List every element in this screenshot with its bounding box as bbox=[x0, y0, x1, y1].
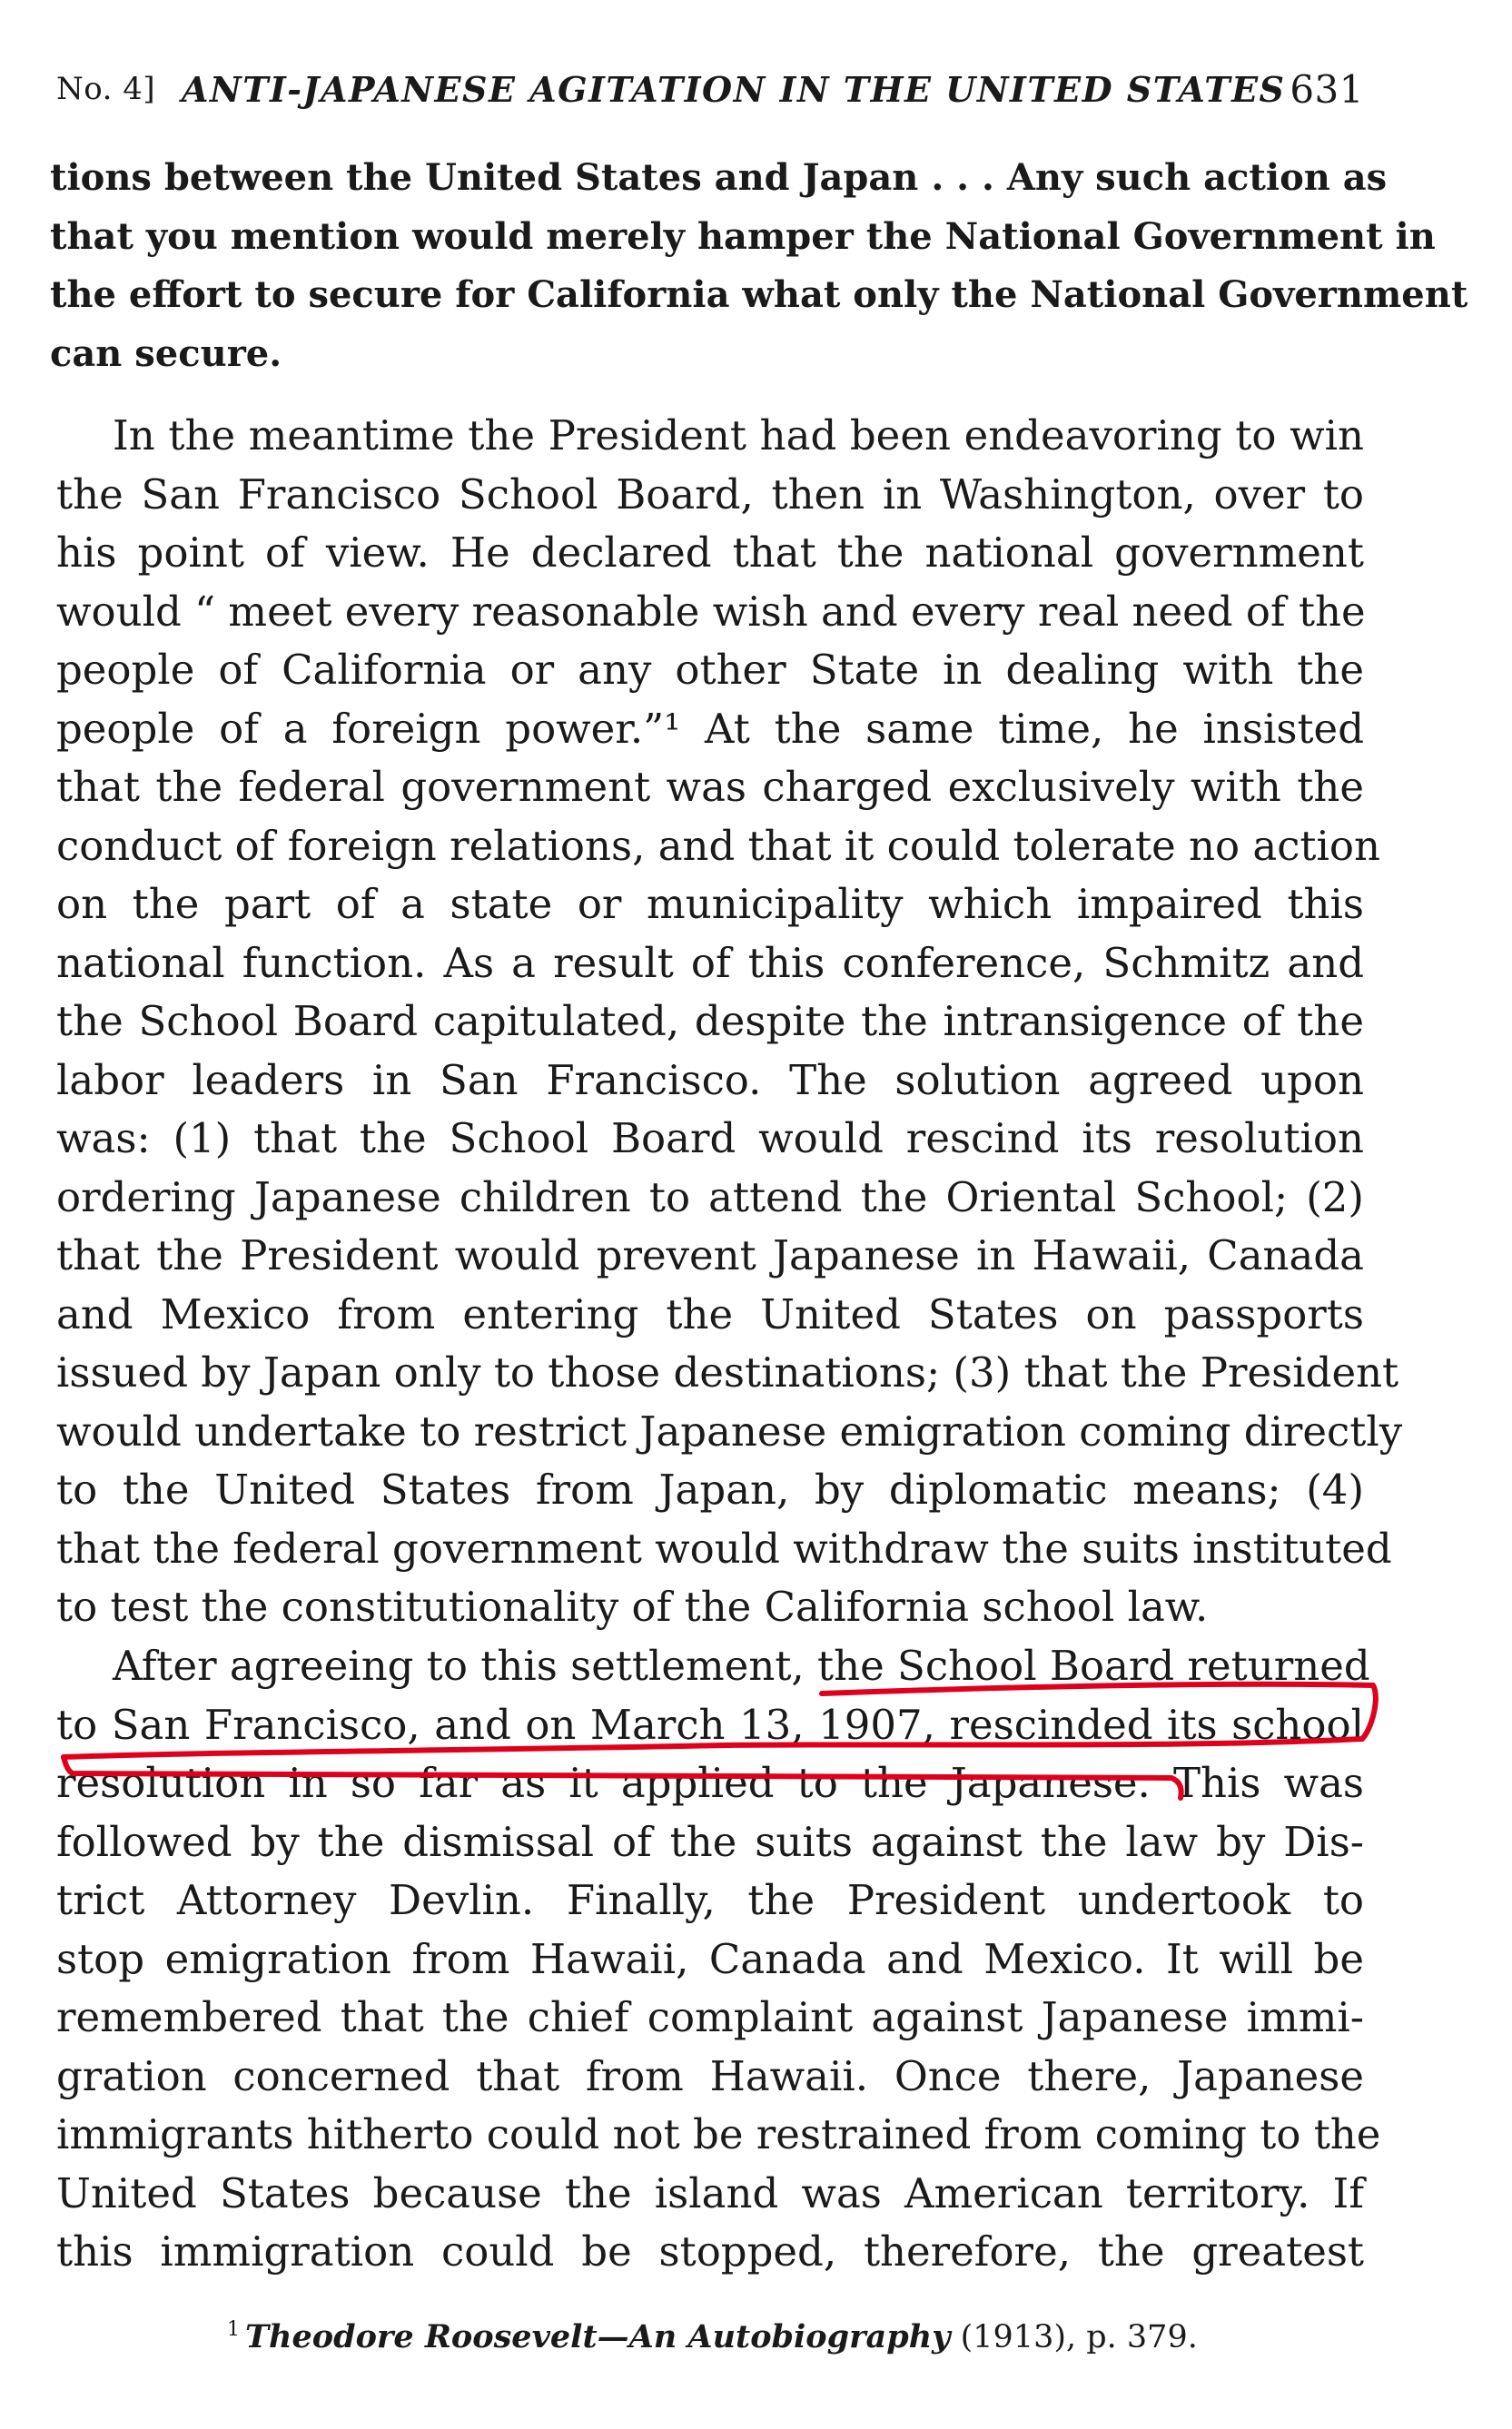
paragraph-2 bbox=[56, 1637, 1381, 2282]
text-line: In the meantime the President had been endeavoring to win bbox=[113, 411, 1364, 459]
text-line: would “ meet every reasonable wish and every real need of the bbox=[56, 587, 1366, 636]
text-line: the San Francisco School Board, then in Washington, over to bbox=[56, 469, 1364, 518]
text-line: to San Francisco, and on March 13, 1907, rescinded its school bbox=[56, 1700, 1364, 1749]
text-line: remembered that the chief complaint against Japanese immi- bbox=[56, 1993, 1364, 2041]
quote-line: the effort to secure for California what only the National Government bbox=[50, 273, 1468, 316]
text-line: resolution in so far as it applied to the Japanese. This was bbox=[56, 1759, 1364, 1807]
text-line: followed by the dismissal of the suits against the law by Dis- bbox=[56, 1817, 1364, 1866]
text-line: conduct of foreign relations, and that it could tolerate no action bbox=[56, 821, 1380, 870]
text-line: to test the constitutionality of the California school law. bbox=[56, 1583, 1209, 1631]
text-line: and Mexico from entering the United States on passports bbox=[56, 1289, 1364, 1338]
text-line: his point of view. He declared that the national government bbox=[56, 528, 1364, 577]
text-line: the School Board capitulated, despite the intransigence of the bbox=[56, 997, 1364, 1045]
issue-number: No. 4] bbox=[56, 71, 156, 107]
text-line: national function. As a result of this conference, Schmitz and bbox=[56, 938, 1364, 987]
text-line: issued by Japan only to those destinations; (3) that the President bbox=[56, 1348, 1399, 1397]
text-line: After agreeing to this settlement, the School Board returned bbox=[113, 1642, 1370, 1690]
quote-line: that you mention would merely hamper the National Government in bbox=[50, 214, 1436, 258]
footnote-mark: 1 bbox=[227, 2318, 240, 2342]
page-number: 631 bbox=[1290, 67, 1364, 112]
text-line: that the federal government would withdraw the suits instituted bbox=[56, 1524, 1392, 1573]
text-line: on the part of a state or municipality which impaired this bbox=[56, 880, 1364, 928]
text-line: that the federal government was charged exclusively with the bbox=[56, 763, 1364, 811]
text-line: that the President would prevent Japanese in Hawaii, Canada bbox=[56, 1231, 1364, 1279]
text-line: people of California or any other State in dealing with the bbox=[56, 646, 1364, 694]
text-line: immigrants hitherto could not be restrained from coming to the bbox=[56, 2110, 1381, 2158]
text-line: United States because the island was American territory. If bbox=[56, 2168, 1364, 2217]
footnote-title: Theodore Roosevelt—An Autobiography bbox=[245, 2318, 951, 2355]
text-line: to the United States from Japan, by diplomatic means; (4) bbox=[56, 1466, 1364, 1514]
quote-line: can secure. bbox=[50, 331, 282, 375]
text-line: people of a foreign power.”¹ At the same time, he insisted bbox=[56, 704, 1364, 753]
text-line: labor leaders in San Francisco. The solution agreed upon bbox=[56, 1055, 1364, 1104]
text-line: stop emigration from Hawaii, Canada and Mexico. It will be bbox=[56, 1934, 1364, 1983]
text-line: would undertake to restrict Japanese emigration coming directly bbox=[56, 1407, 1403, 1456]
running-title: ANTI-JAPANESE AGITATION IN THE UNITED STATES bbox=[182, 69, 1286, 110]
quote-line: tions between the United States and Japan . . . Any such action as bbox=[50, 156, 1388, 199]
text-line: ordering Japanese children to attend the Oriental School; (2) bbox=[56, 1172, 1364, 1221]
block-quote bbox=[50, 150, 1468, 384]
text-line: this immigration could be stopped, therefore, the greatest bbox=[56, 2227, 1364, 2276]
paragraph-1 bbox=[56, 407, 1403, 1637]
footnote bbox=[227, 2318, 1198, 2355]
text-line: trict Attorney Devlin. Finally, the President undertook to bbox=[56, 1876, 1364, 1924]
footnote-rest: (1913), p. 379. bbox=[950, 2319, 1198, 2355]
running-head bbox=[56, 65, 1364, 120]
text-line: gration concerned that from Hawaii. Once there, Japanese bbox=[56, 2051, 1364, 2100]
text-line: was: (1) that the School Board would rescind its resolution bbox=[56, 1114, 1364, 1162]
